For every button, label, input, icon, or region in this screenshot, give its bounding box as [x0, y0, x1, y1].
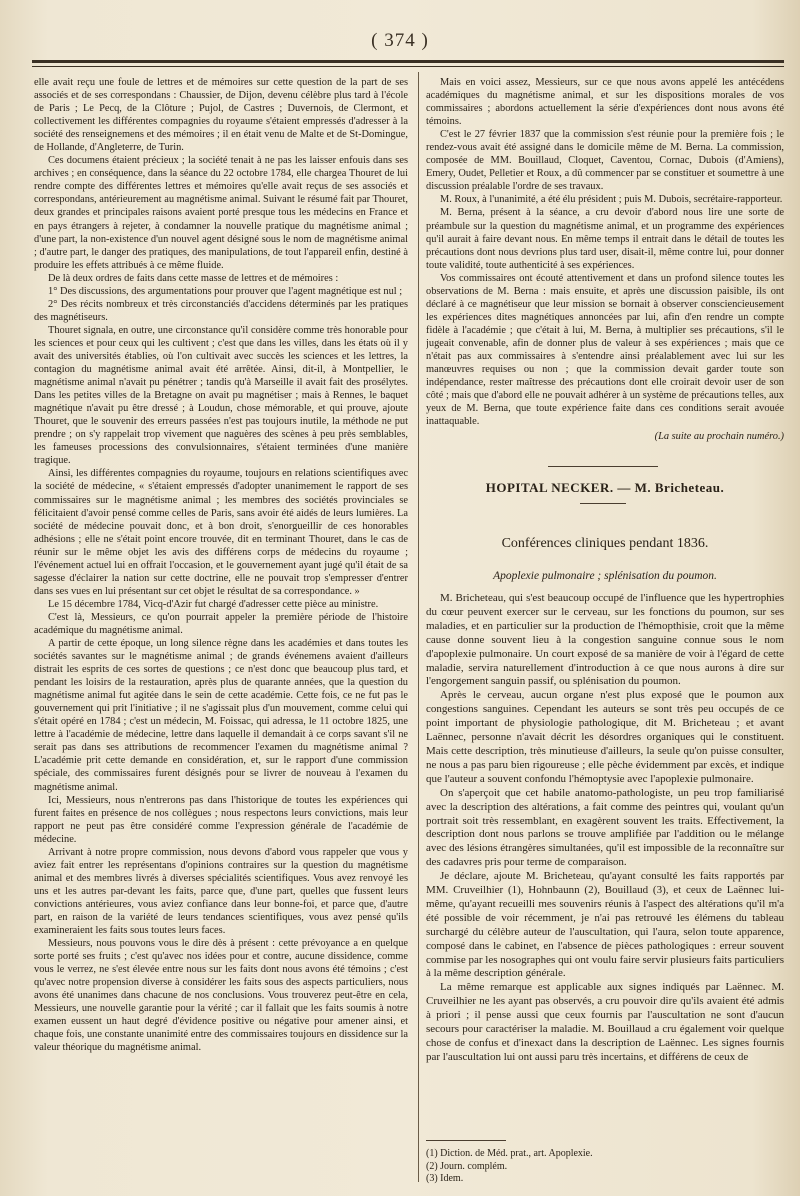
- header-rule-thin: [32, 66, 784, 67]
- paragraph: De là deux ordres de faits dans cette masse de lettres et de mémoires :: [48, 272, 339, 284]
- column-divider: [418, 72, 419, 1182]
- paragraph: On s'aperçoit que cet habile anatomo-pathologiste, un peu trop familiarisé avec la description des altérations, a fait comme des peintres qui, voulant qu'un portrait soit très ressemblant, en exagèrent souvent les traits. Effectivement, la description dont nous parlons se trouve amplifiée par l'addition ou le mélange avec des lésions étrangères simultanées, qu'il est impossible de la reconnaître sur des cadavres pris pour terme de comparaison.: [426, 786, 784, 869]
- paragraph: Mais en voici assez, Messieurs, sur ce que nous avons appelé les antécédens académiques du magnétisme animal, et sur les dispositions morales de vos commissaires ; abordons actuellement la série d'expériences dont nous avons été témoins.: [426, 77, 784, 128]
- paragraph: Messieurs, nous pouvons vous le dire dès à présent : cette prévoyance a en quelque sorte porté ses fruits ; c'est qu'avec nos idées pour et contre, aucune dissidence, comme vous le verrez, ne s'est élevée entre nous sur les faits dont nous avons été témoins ; c'est qu'avec notre propension diverse à considérer les faits sous des aspects particuliers, nous avons été unanimes dans chacune de nos conclusions. Vous trouverez peut-être en cela, Messieurs, une nouvelle garantie pour la vérité ; car il fallait que les faits soumis à notre examen eussent un haut degré d'évidence positive ou négative pour amener ainsi, et chaque fois, une constante unanimité entre des commissaires toujours en dissidence sur la valeur théorique du magnétisme animal.: [34, 938, 408, 1054]
- footnote: (2) Journ. complém.: [426, 1160, 508, 1172]
- section-subheading: Apoplexie pulmonaire ; splénisation du poumon.: [493, 570, 717, 582]
- paragraph: Le 15 décembre 1784, Vicq-d'Azir fut chargé d'adresser cette pièce au ministre.: [48, 598, 379, 610]
- footnote: (3) Idem.: [426, 1173, 464, 1184]
- paragraph: Thouret signala, en outre, une circonstance qu'il considère comme très honorable pour les sciences et pour ceux qui les cultivent ; c'est que dans les villes, dans les états où il y avait des universités établies, où l'on cultivait avec succès les sciences et les lettres, la contagion du magnétisme animal avait été arrêtée. Ainsi, dit-il, à Montpellier, le magnétisme animal n'avait pu pénétrer ; tandis qu'à Marseille il avait fait des prosélytes. Dans les petites villes de la Bretagne on avait pu magnétiser ; mais à Rennes, le baquet magnétique n'avait pu être dressé ; à Loudun, chose mémorable, et qui prouve, ajoute Thouret, que le souvenir des erreurs passées n'est pas toujours inutile, la méthode ne put prendre ; on s'y rappelait trop vivement que naguères des scènes à peu près semblables, les fameuses processions des convulsionnaires, s'étaient terminées d'une manière tragique.: [34, 324, 408, 467]
- hospital-heading: HOPITAL NECKER. — M. Bricheteau.: [485, 480, 725, 495]
- conferences-heading: Conférences cliniques pendant 1836.: [501, 536, 709, 551]
- paragraph: M. Berna, présent à la séance, a cru devoir d'abord nous lire une sorte de préambule sur la question du magnétisme animal, et un programme des expériences qu'il aurait à faire devant nous. En même temps il entrait dans le détail de toutes les précautions dont nous devrions plus tard user, disait-il, même contre lui, pour donner toute validité, toute authenticité à ses expériences.: [426, 207, 784, 271]
- paragraph: 1° Des discussions, des argumentations pour prouver que l'agent magnétique est nul ;: [48, 285, 403, 297]
- paragraph: Ces documens étaient précieux ; la société tenait à ne pas les laisser enfouis dans ses archives ; en conséquence, dans la séance du 22 octobre 1784, elle chargea Thouret de lui rendre compte des différentes lettres et mémoires qu'elle avait reçus de ses associés et correspondans, antérieurement au magnétisme animal. Suivant le résumé fait par Thouret, deux grandes et principales raisons avaient porté presque tous les médecins en France et en pays étrangers à rejeter, à condamner la nouvelle pratique du magnétisme animal ; d'une part, la non-existence d'un nouvel agent désigné sous le nom de magnétisme animal ; d'autre part, le danger des pratiques, des manipulations, de tout l'appareil enfin, destiné à produire les effets attribués à ce même fluide.: [34, 155, 408, 271]
- paragraph: La même remarque est applicable aux signes indiqués par Laënnec. M. Cruveilhier ne les ayant pas observés, a cru pouvoir dire qu'ils avaient été admis à priori ; il pense aussi que ceux fournis par l'auscultation ne sont d'aucun secours pour caractériser la maladie. M. Bouillaud a cru également voir quelque chose de confus et d'inexact dans la description de Laënnec. Les signes fournis par l'auscultation lui ont aussi paru très incertains, et différens de ceux de: [426, 981, 784, 1063]
- paragraph: A partir de cette époque, un long silence règne dans les académies et dans toutes les sociétés savantes sur le magnétisme animal ; de grands événemens avaient d'ailleurs distrait les esprits de ces sortes de questions ; ce n'est donc que beaucoup plus tard, et pendant les loisirs de la restauration, après plus de quarante années, que la question du magnétisme animal fut agitée dans le sein de cette académie. Cette fois, ce ne fut pas le gouvernement qui prit l'initiative ; il ne s'agissait plus d'un mouvement, comme celui qui s'était opéré en 1784 ; c'est un médecin, M. Foissac, qui adressa, le 11 octobre 1825, une lettre à l'académie de médecine, lettre dans laquelle il demandait à ce corps savant s'il ne serait pas dans ses attributions de recommencer l'examen du magnétisme animal ? L'académie prit cette demande en considération, et, sur le rapport d'une commission spéciale, des commissaires furent désignés pour se livrer de nouveau à l'examen du magnétisme animal.: [34, 638, 408, 793]
- right-column-top: [426, 76, 784, 456]
- paragraph: Après le cerveau, aucun organe n'est plus exposé que le poumon aux congestions sanguines. Cependant les auteurs se sont très peu occupés de ce point important de physiologie pathologique, dit M. Bricheteau ; et avant Laënnec, personne n'avait décrit les désordres organiques qui le constituent. Mais cette description, très minutieuse d'ailleurs, la seule qu'on puisse consulter, ne nous a pas paru bien rigoureuse ; elle pèche évidemment par excès, et indique que l'auteur a souvent confondu l'hémoptysie avec l'apoplexie pulmonaire.: [426, 689, 784, 785]
- paragraph: M. Roux, à l'unanimité, a été élu président ; puis M. Dubois, secrétaire-rapporteur.: [440, 194, 783, 206]
- paragraph: 2° Des récits nombreux et très circonstanciés d'accidens déterminés par les pratiques des magnétiseurs.: [34, 298, 408, 323]
- continuation-note: (La suite au prochain numéro.): [654, 431, 784, 443]
- paragraph: C'est là, Messieurs, ce qu'on pourrait appeler la première période de l'histoire académique du magnétisme animal.: [34, 611, 408, 636]
- paragraph: Ainsi, les différentes compagnies du royaume, toujours en relations scientifiques avec la société de médecine, « s'étaient empressés d'adopter unanimement le rapport de ses commissaires sur le magnétisme animal ; les membres des sociétés provinciales se félicitaient d'avoir pensé comme celles de Paris, sans avoir été aidés de leurs lumières. La société de médecine pouvait donc, et à bon droit, s'enorgueillir de ces honorables adhésions ; elle ne s'était point encore trouvée, dit en terminant Thouret, dans le cas de réunir sur le même objet les avis des différens corps de médecins du royaume ; l'événement actuel lui en offrait l'occasion, et le gouvernement ayant jugé qu'il était de sa sagesse d'éclairer la nation sur cette doctrine, elle ne pouvait trop s'empresser d'entrer dans ses vues en lui présentant sur cet objet le résultat de sa correspondance. »: [34, 468, 408, 597]
- paragraph: Ici, Messieurs, nous n'entrerons pas dans l'historique de toutes les expériences qui furent faites en présence de nos collègues ; nous respectons leurs convictions, mais leur rapport ne peut pas être considéré comme l'expression générale de l'académie de médecine.: [34, 794, 408, 845]
- paragraph: M. Bricheteau, qui s'est beaucoup occupé de l'influence que les hypertrophies du cœur peuvent exercer sur le cerveau, sur les fonctions du poumon, sur ses maladies, et en particulier sur la production de l'hémopthisie, croit que la même cause donne souvent lieu à la congestion sanguine connue sous le nom d'apoplexie pulmonaire. Un court exposé de sa manière de voir à l'égard de cette maladie, servira naturellement d'introduction à ce que nous aurons à dire sur l'engorgement sanguin passif, ou splénisation du poumon.: [426, 592, 784, 688]
- paragraph: Arrivant à notre propre commission, nous devons d'abord vous rappeler que vous y aviez fait entrer les représentans d'opinions contraires sur la question du magnétisme animal et des membres livrés à diverses spécialités scientifiques. Vous avez renvoyé les uns et les autres par-devant les faits, parce que, d'une part, quelles que fussent leurs convictions antérieures, vous aviez confiance dans leur bonne-foi, et parce que, d'autre part, en raison de la variété de leurs tendances scientifiques, vous avez pensé qu'ils examineraient les faits sous toutes leurs faces.: [34, 846, 408, 937]
- footnote: (1) Diction. de Méd. prat., art. Apoplexie.: [426, 1148, 593, 1159]
- paragraph: C'est le 27 février 1837 que la commission s'est réunie pour la première fois ; le rendez-vous avait été assigné dans le domicile même de M. Berna. La commission, composée de MM. Bouillaud, Cloquet, Caventou, Cornac, Dubois (d'Amiens), Emery, Oudet, Pelletier et Roux, a dû commencer par se constituer et soumettre à une discussion préalable l'ordre de ses travaux.: [426, 129, 784, 193]
- header-rule: [32, 60, 784, 63]
- paragraph: Je déclare, ajoute M. Bricheteau, qu'ayant consulté les faits rapportés par MM. Cruveilhier (1), Hohnbaunn (2), Bouillaud (3), et ceux de Laënnec lui-même, qu'ayant recueilli mes souvenirs réunis à l'aspect des altérations qu'il m'a été possible de voir récemment, je n'ai pas retrouvé les élémens du tableau surchargé du célèbre auteur de l'auscultation, qui l'aura, selon toute apparence, composé dans le cabinet, en l'absence de pièces pathologiques : erreur souvent commise par les nosographes qui ont voulu faire servir plusieurs faits particuliers à la même description générale.: [426, 870, 784, 980]
- page-number: ( 374 ): [371, 30, 429, 51]
- left-column: [34, 76, 408, 1186]
- paragraph: elle avait reçu une foule de lettres et de mémoires sur cette question de la part de ses associés et de ses correspondans : Chaussier, de Dijon, devenu célèbre plus tard à l'école de Paris ; Le Pecq, de la Clôture ; Pujol, de Castres ; Duvernois, de Clermont, et collectivement les différentes compagnies du royaume s'étaient empressés d'adresser à la société des renseignemens et des mémoires ; il en était venu de Malte et de St-Domingue, de Hollande, d'Angleterre, de Turin.: [34, 77, 408, 154]
- section-separator: [548, 466, 658, 467]
- footnotes: [426, 1148, 784, 1186]
- heading-separator: [580, 503, 626, 504]
- right-column-bottom: [426, 592, 784, 1134]
- paragraph: Vos commissaires ont écouté attentivement et dans un profond silence toutes les observations de M. Berna : mais ensuite, et après une discussion paisible, ils ont déclaré à ce magnétiseur que leur mission se bornait à observer consciencieusement les expériences dites magnétiques annoncées par lui, afin d'en rendre un compte fidèle à l'académie ; que c'était à lui, M. Berna, à multiplier ses précautions, s'il le jugeait convenable, afin de donner plus de valeur à ses expériences ; mais que ce n'était pas aux commissaires à s'entendre ainsi préalablement avec lui sur les manœuvres requises ou non ; que la commission devait garder toute son indépendance, rester maîtresse des précautions dont elle croirait devoir user de son côté ; mais que d'abord elle ne pouvait adhérer à un système de précautions telles, aux yeux de M. Berna, que toute expérience faite dans ces conditions serait avouée inattaquable.: [426, 272, 784, 428]
- footnote-rule: [426, 1140, 506, 1141]
